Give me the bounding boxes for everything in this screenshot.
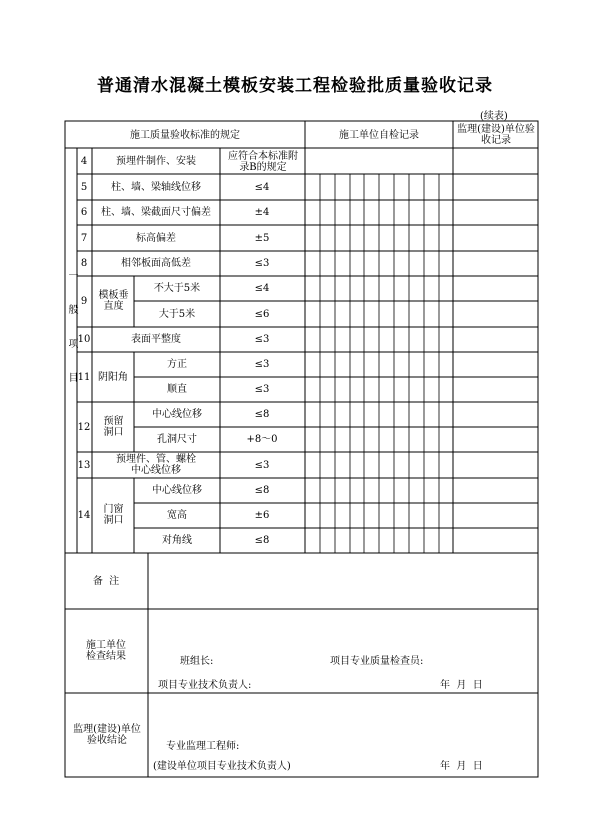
row-10-value: ≤3 [254,334,270,345]
row-14-val2: ±6 [254,510,270,521]
self-check-cells [320,174,439,553]
supervision-label: 监理(建设)单位验收结论 [73,724,141,746]
row-14-group: 门窗洞口 [103,504,124,526]
row-14-sub3: 对角线 [162,535,192,546]
row-14-val1: ≤8 [254,485,270,496]
table-border [65,121,538,777]
row-7-item: 标高偏差 [136,233,176,244]
row-12-sub2: 孔洞尺寸 [157,434,197,445]
header-standard: 施工质量验收标准的规定 [130,130,240,141]
row-12-val2: +8～0 [246,434,278,445]
row-14-sub2: 宽高 [167,510,187,521]
row-9-val1: ≤4 [254,283,270,294]
quality-inspector-label: 项目专业质量检查员: [330,656,424,667]
row-4-value: 应符合本标准附录B的规定 [228,151,298,173]
tech-leader-label: 项目专业技术负责人: [158,680,252,691]
row-11-sub1: 方正 [167,359,187,370]
row-6-item: 柱、墙、梁截面尺寸偏差 [101,207,211,218]
section-label-general: 一般项目 [66,270,77,406]
row-9-sub1: 不大于5米 [153,283,201,294]
row-9-group: 模板垂直度 [98,290,129,312]
supervision-date: 年 月 日 [440,761,483,772]
row-8-value: ≤3 [254,258,270,269]
row-9-sub2: 大于5米 [158,309,196,320]
construction-label: 施工单位检查结果 [86,640,126,662]
header-self-check: 施工单位自检记录 [339,130,419,141]
remarks-label: 备 注 [92,576,120,587]
row-5-no: 5 [80,182,88,193]
row-4-item: 预埋件制作、安装 [116,156,196,167]
row-11-val2: ≤3 [254,384,270,395]
row-7-value: ±5 [254,233,270,244]
row-10-no: 10 [77,334,91,345]
row-4-no: 4 [80,156,88,167]
row-12-sub1: 中心线位移 [152,409,202,420]
row-12-val1: ≤8 [254,409,270,420]
row-11-group: 阴阳角 [98,372,128,383]
row-14-no: 14 [77,510,91,521]
row-9-val2: ≤6 [254,309,270,320]
row-13-value: ≤3 [254,460,270,471]
remarks-field[interactable] [150,556,536,607]
row-13-item: 预埋件、管、螺栓中心线位移 [116,454,196,476]
header-supervision: 监理(建设)单位验收记录 [457,124,535,146]
row-11-sub2: 顺直 [167,384,187,395]
page-title: 普通清水混凝土模板安装工程检验批质量验收记录 [97,76,493,96]
owner-leader-label: (建设单位项目专业技术负责人) [153,761,291,772]
row-14-sub1: 中心线位移 [152,485,202,496]
construction-date: 年 月 日 [440,680,483,691]
row-6-value: ±4 [254,207,270,218]
row-9-no: 9 [80,296,88,307]
row-12-group: 预留洞口 [103,416,124,438]
row-13-no: 13 [77,460,91,471]
row-8-no: 8 [80,258,88,269]
engineer-label: 专业监理工程师: [166,741,240,752]
row-10-item: 表面平整度 [131,334,181,345]
team-leader-label: 班组长: [180,656,214,667]
row-5-item: 柱、墙、梁轴线位移 [111,182,201,193]
row-8-item: 相邻板面高低差 [121,258,191,269]
row-6-no: 6 [80,207,88,218]
row-7-no: 7 [80,233,88,244]
row-11-no: 11 [77,372,91,383]
row-12-no: 12 [77,422,91,433]
row-11-val1: ≤3 [254,359,270,370]
continued-note: (续表) [480,111,508,122]
row-14-val3: ≤8 [254,535,270,546]
row-5-value: ≤4 [254,182,270,193]
